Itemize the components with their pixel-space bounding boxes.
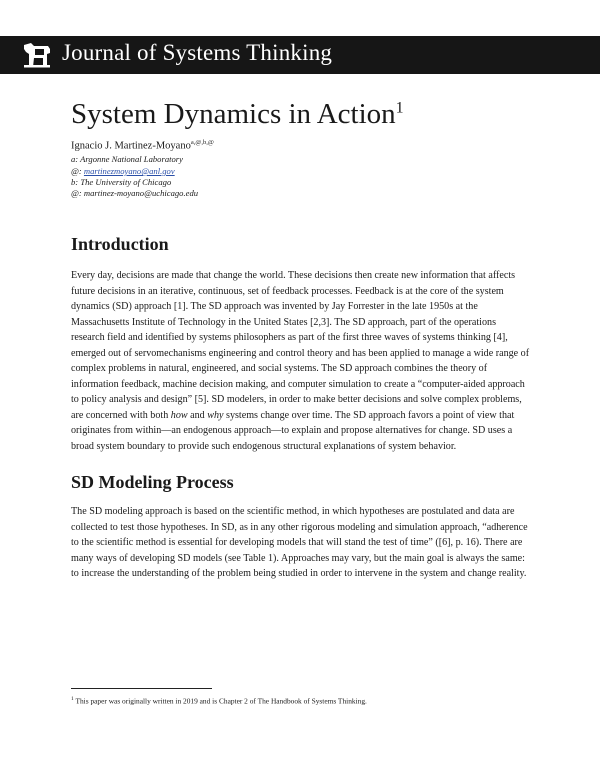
email-anl: @: martinezmoyano@anl.gov <box>71 166 175 176</box>
author-name: Ignacio J. Martinez-Moyano <box>71 140 191 152</box>
section-heading-sd-modeling: SD Modeling Process <box>71 472 234 492</box>
affiliation-a: a: Argonne National Laboratory <box>71 154 183 164</box>
affiliation-b: b: The University of Chicago <box>71 177 172 187</box>
footnote-text: This paper was originally written in 2019 and is Chapter 2 of The Handbook of Systems Thinking. <box>75 696 367 706</box>
email-uchicago: @: martinez-moyano@uchicago.edu <box>71 188 199 198</box>
footnote-divider <box>71 688 212 689</box>
footnote <box>71 696 367 705</box>
journal-name: Journal of Systems Thinking <box>62 40 333 65</box>
introduction-paragraph: Every day, decisions are made that change the world. These decisions then create new information that affects future decisions in an iterative, continuous, set of feedback processes. Feedback is at the core of the system dynamics (SD) approach [1]. The SD approach was invented by Jay Forrester in the late 1950s at the Massachusetts Institute of Technology in the United States [2,3]. The SD approach, part of the operations research field and identified by systems philosophers as part of the first three waves of systems thinking [4], emerged out of servomechanisms engineering and control theory and has been applied to manage a wide range of complex problems in natural, engineered, and social systems. The SD approach combines the theory of information feedback, machine decision making, and computer simulation to create a “computer-aided approach to policy analysis and design” [5]. SD modelers, in order to make better decisions and solve complex problems, are concerned with both how and why systems change over time. The SD approach favors a point of view that originates from within—an endogenous approach—to explain and propose alternatives for change. SD uses a broad system boundary to provide such endogenous structural explanations of system behavior. <box>71 270 530 452</box>
journal-banner <box>0 36 600 74</box>
footnote-mark: 1 <box>71 696 74 702</box>
email-link-anl[interactable]: martinezmoyano@anl.gov <box>83 166 175 176</box>
section-heading-introduction: Introduction <box>71 234 169 254</box>
sd-modeling-paragraph: The SD modeling approach is based on the scientific method, in which hypotheses are postulated and data are collected to test those hypotheses. In SD, as in any other rigorous modeling and simulation approach, “adherence to the scientific method is essential for developing models that will stand the test of time” ([6], p. 16). There are many ways of developing SD models (see Table 1). Approaches may vary, but the main goal is always the same: to increase the understanding of the problem being studied in order to intervene in the system and change reality. <box>71 506 528 579</box>
title-footnote-mark: 1 <box>395 99 404 117</box>
horse-logo-icon <box>22 41 52 69</box>
author-marks: a,@,b,@ <box>190 139 214 146</box>
paper-title: System Dynamics in Action$^1$ <box>71 98 404 130</box>
author-line <box>71 139 214 152</box>
